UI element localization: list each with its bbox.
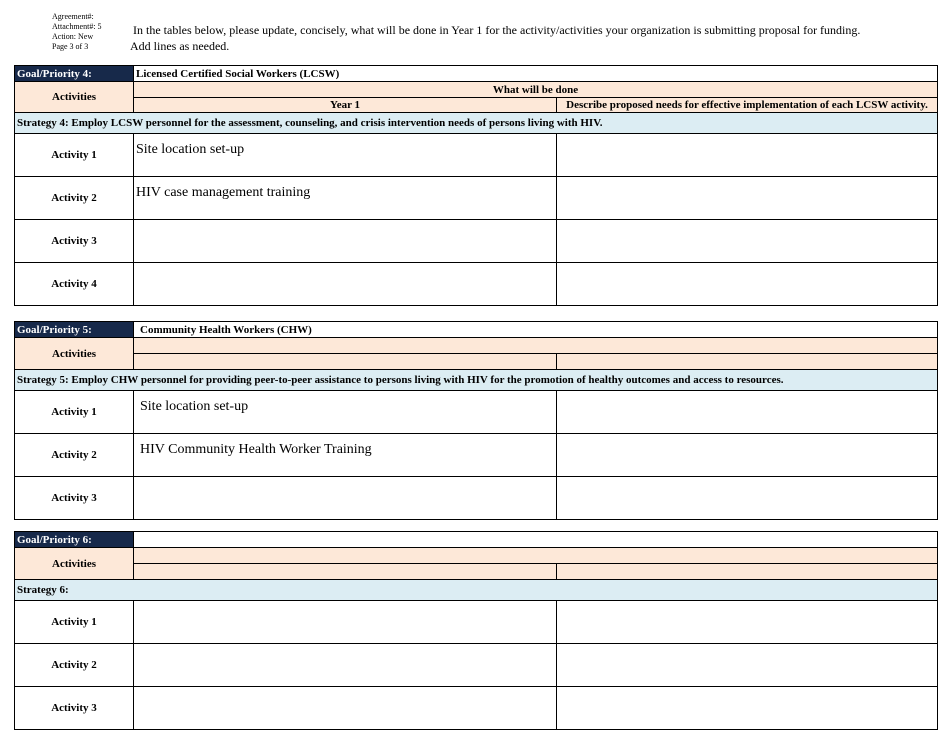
activity-label: Activity 2: [15, 177, 134, 220]
activity-label: Activity 2: [15, 434, 134, 477]
describe-needs-header: Describe proposed needs for effective implementation of each LCSW activity.: [557, 98, 938, 113]
activity-label: Activity 1: [15, 134, 134, 177]
describe-needs-header: [557, 564, 938, 580]
activity-label: Activity 1: [15, 391, 134, 434]
activity-label: Activity 3: [15, 477, 134, 520]
year-1-cell[interactable]: [134, 477, 557, 520]
describe-cell[interactable]: [557, 434, 938, 477]
goal-5-name: Community Health Workers (CHW): [134, 322, 938, 338]
instructions: [130, 22, 860, 54]
year-1-header: Year 1: [134, 98, 557, 113]
year-1-cell[interactable]: [134, 687, 557, 730]
goal-5-label: Goal/Priority 5:: [15, 322, 134, 338]
strategy-4: Strategy 4: Employ LCSW personnel for the assessment, counseling, and crisis intervention needs of persons living with HIV.: [15, 113, 938, 134]
goal-4-label: Goal/Priority 4:: [15, 66, 134, 82]
goal-4-name: Licensed Certified Social Workers (LCSW): [134, 66, 938, 82]
year-1-cell[interactable]: Site location set-up: [134, 391, 557, 434]
activity-label: Activity 4: [15, 263, 134, 306]
year-1-header: [134, 354, 557, 370]
year-1-cell[interactable]: [134, 601, 557, 644]
activity-label: Activity 2: [15, 644, 134, 687]
agreement-label: Agreement#:: [52, 12, 94, 21]
describe-needs-header: [557, 354, 938, 370]
instructions-line-2: Add lines as needed.: [130, 39, 230, 53]
year-1-cell[interactable]: Site location set-up: [134, 134, 557, 177]
action-label: Action: New: [52, 32, 94, 41]
activity-label: Activity 3: [15, 220, 134, 263]
year-1-cell[interactable]: HIV case management training: [134, 177, 557, 220]
year-1-cell[interactable]: [134, 263, 557, 306]
activity-label: Activity 3: [15, 687, 134, 730]
goal-4-table: [14, 65, 938, 306]
year-1-cell[interactable]: [134, 644, 557, 687]
describe-cell[interactable]: [557, 263, 938, 306]
attachment-label: Attachment#: 5: [52, 22, 102, 31]
what-will-be-done-header: [134, 548, 938, 564]
describe-cell[interactable]: [557, 687, 938, 730]
page-number: Page 3 of 3: [52, 42, 89, 51]
activity-label: Activity 1: [15, 601, 134, 644]
describe-cell[interactable]: [557, 220, 938, 263]
describe-cell[interactable]: [557, 477, 938, 520]
strategy-6: Strategy 6:: [15, 580, 938, 601]
document-meta: [52, 12, 102, 52]
goal-6-label: Goal/Priority 6:: [15, 532, 134, 548]
goal-6-table: [14, 531, 938, 730]
describe-cell[interactable]: [557, 644, 938, 687]
goal-5-table: [14, 321, 938, 520]
year-1-cell[interactable]: HIV Community Health Worker Training: [134, 434, 557, 477]
goal-6-name: [134, 532, 938, 548]
what-will-be-done-header: What will be done: [134, 82, 938, 98]
instructions-line-1: In the tables below, please update, concisely, what will be done in Year 1 for the activity/activities your organization is submitting proposal for funding.: [133, 23, 861, 37]
describe-cell[interactable]: [557, 177, 938, 220]
year-1-cell[interactable]: [134, 220, 557, 263]
describe-cell[interactable]: [557, 134, 938, 177]
activities-header: Activities: [15, 548, 134, 580]
year-1-header: [134, 564, 557, 580]
describe-cell[interactable]: [557, 601, 938, 644]
activities-header: Activities: [15, 82, 134, 113]
activities-header: Activities: [15, 338, 134, 370]
what-will-be-done-header: [134, 338, 938, 354]
describe-cell[interactable]: [557, 391, 938, 434]
strategy-5: Strategy 5: Employ CHW personnel for providing peer-to-peer assistance to persons living with HIV for the promotion of healthy outcomes and access to resources.: [15, 370, 938, 391]
